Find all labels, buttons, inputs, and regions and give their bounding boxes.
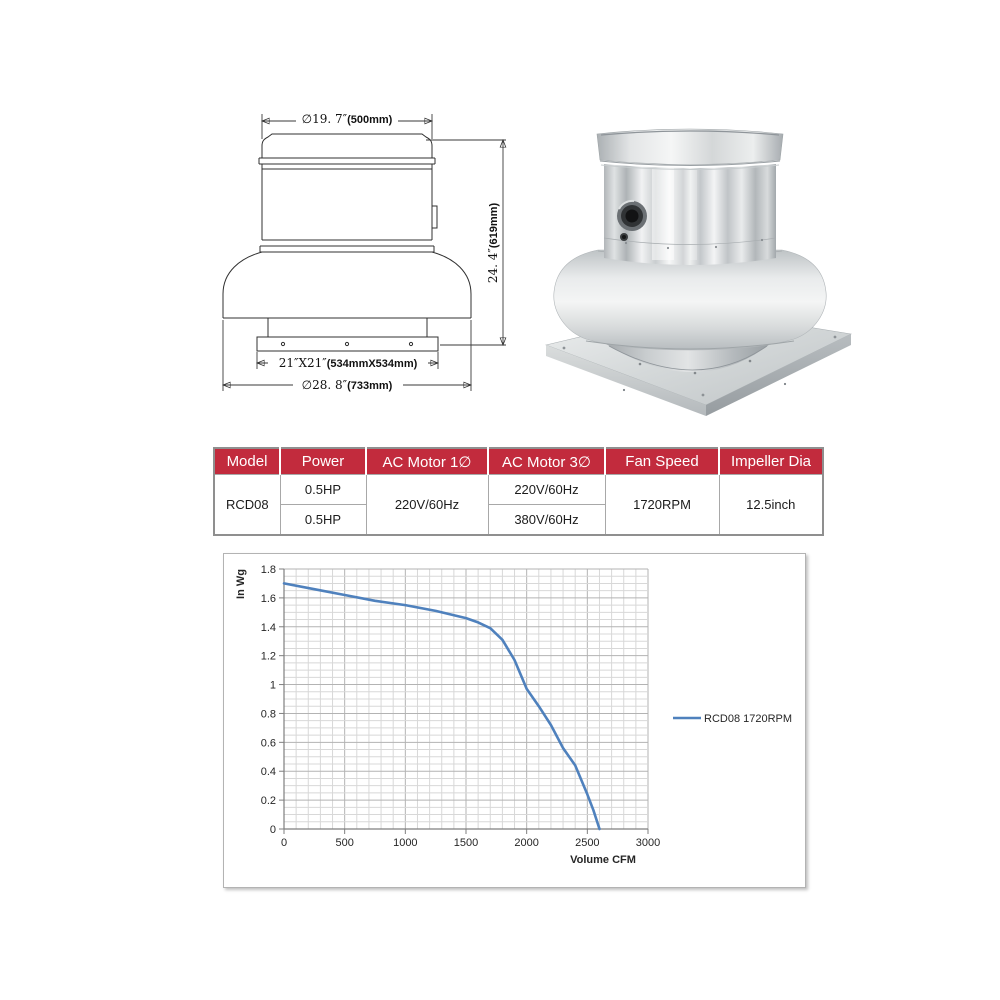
windband-body bbox=[597, 129, 783, 165]
spec-table-header bbox=[214, 448, 823, 475]
dome-outline bbox=[223, 252, 471, 318]
y-tick-label: 1 bbox=[269, 679, 276, 692]
cell-motor3-1: 220V/60Hz bbox=[488, 475, 605, 505]
curb-rivet bbox=[694, 372, 697, 375]
bolt-hole bbox=[409, 342, 412, 345]
base-screw bbox=[623, 389, 625, 391]
bolt-hole bbox=[281, 342, 284, 345]
cell-impeller-dia: 12.5inch bbox=[719, 475, 823, 536]
fan-side-view-outline bbox=[223, 134, 471, 351]
cell-model: RCD08 bbox=[214, 475, 280, 536]
y-tick-label: 0.8 bbox=[260, 708, 276, 721]
dim-height-mm: (619mm) bbox=[488, 202, 500, 249]
y-tick-label: 1.4 bbox=[260, 621, 276, 634]
dim-base-mm: (733mm) bbox=[347, 380, 393, 392]
x-tick-label: 2000 bbox=[514, 837, 539, 849]
x-axis-title: Volume CFM bbox=[570, 854, 636, 866]
side-tab bbox=[432, 206, 437, 228]
y-axis-title: In Wg bbox=[235, 569, 247, 599]
x-tick-label: 3000 bbox=[635, 837, 661, 849]
base-screw bbox=[702, 394, 705, 397]
performance-chart bbox=[224, 554, 805, 887]
cell-motor3-2: 380V/60Hz bbox=[488, 505, 605, 536]
lower-bands bbox=[260, 240, 434, 252]
x-tick-label: 1000 bbox=[393, 837, 418, 849]
dim-plate-inch: 21″X21″ bbox=[278, 356, 327, 370]
table-row bbox=[214, 475, 823, 505]
lid-rim bbox=[259, 158, 435, 164]
dim-base-diameter-label bbox=[302, 378, 393, 392]
product-photo bbox=[540, 98, 855, 423]
col-header-fan-speed: Fan Speed bbox=[605, 448, 719, 475]
y-tick-label: 0 bbox=[269, 824, 276, 836]
body-sides bbox=[262, 164, 432, 240]
performance-chart-panel bbox=[223, 553, 806, 888]
y-tick-label: 0.4 bbox=[260, 766, 276, 779]
dim-base-inch: ∅28. 8″ bbox=[301, 378, 348, 392]
dim-height-label bbox=[486, 203, 500, 284]
base-screw bbox=[563, 347, 566, 350]
cylinder-highlight bbox=[652, 168, 674, 260]
dim-height-inch: 24. 4″ bbox=[486, 248, 500, 284]
x-tick-label: 2500 bbox=[575, 837, 600, 849]
dim-top-mm: (500mm) bbox=[347, 114, 393, 126]
y-tick-label: 1.6 bbox=[260, 592, 276, 605]
cylinder-rivet bbox=[625, 242, 627, 244]
col-header-ac-motor-1ph: AC Motor 1∅ bbox=[366, 448, 488, 475]
col-header-ac-motor-3ph: AC Motor 3∅ bbox=[488, 448, 605, 475]
cell-fan-speed: 1720RPM bbox=[605, 475, 719, 536]
base-screw bbox=[784, 383, 786, 385]
cylinder-rivet bbox=[715, 246, 717, 248]
cell-power-2: 0.5HP bbox=[280, 505, 366, 536]
curb-rivet bbox=[749, 360, 752, 363]
cylinder-highlight bbox=[690, 170, 697, 260]
spec-table bbox=[213, 447, 824, 536]
dim-top-inch: ∅19. 7″ bbox=[301, 112, 348, 126]
y-tick-label: 0.6 bbox=[260, 737, 276, 750]
x-tick-label: 500 bbox=[335, 837, 354, 849]
lid-outline bbox=[262, 134, 432, 158]
dim-plate-label bbox=[279, 356, 418, 370]
header-row bbox=[214, 448, 823, 475]
drain-plug-hole bbox=[622, 235, 626, 239]
cylinder-rivet bbox=[761, 239, 763, 241]
dim-top-diameter-label bbox=[302, 112, 393, 126]
x-tick-label: 0 bbox=[280, 837, 288, 849]
bolt-hole bbox=[345, 342, 348, 345]
x-tick-label: 1500 bbox=[453, 837, 479, 849]
dim-plate-mm: (534mmX534mm) bbox=[326, 358, 418, 370]
y-tick-label: 1.2 bbox=[260, 650, 276, 663]
legend-label: RCD08 1720RPM bbox=[704, 713, 793, 725]
cylinder-rivet bbox=[667, 247, 669, 249]
spec-table-body bbox=[214, 475, 823, 536]
y-tick-label: 0.2 bbox=[260, 795, 276, 808]
col-header-model: Model bbox=[214, 448, 280, 475]
port-hole bbox=[626, 210, 639, 223]
y-tick-label: 1.8 bbox=[260, 564, 276, 576]
col-header-impeller-dia: Impeller Dia bbox=[719, 448, 823, 475]
windband-top bbox=[597, 129, 783, 170]
technical-drawing bbox=[210, 105, 520, 405]
curb-sides bbox=[268, 318, 427, 337]
cell-power-1: 0.5HP bbox=[280, 475, 366, 505]
cell-motor1: 220V/60Hz bbox=[366, 475, 488, 536]
curb-rivet bbox=[639, 363, 642, 366]
base-screw bbox=[834, 336, 837, 339]
col-header-power: Power bbox=[280, 448, 366, 475]
